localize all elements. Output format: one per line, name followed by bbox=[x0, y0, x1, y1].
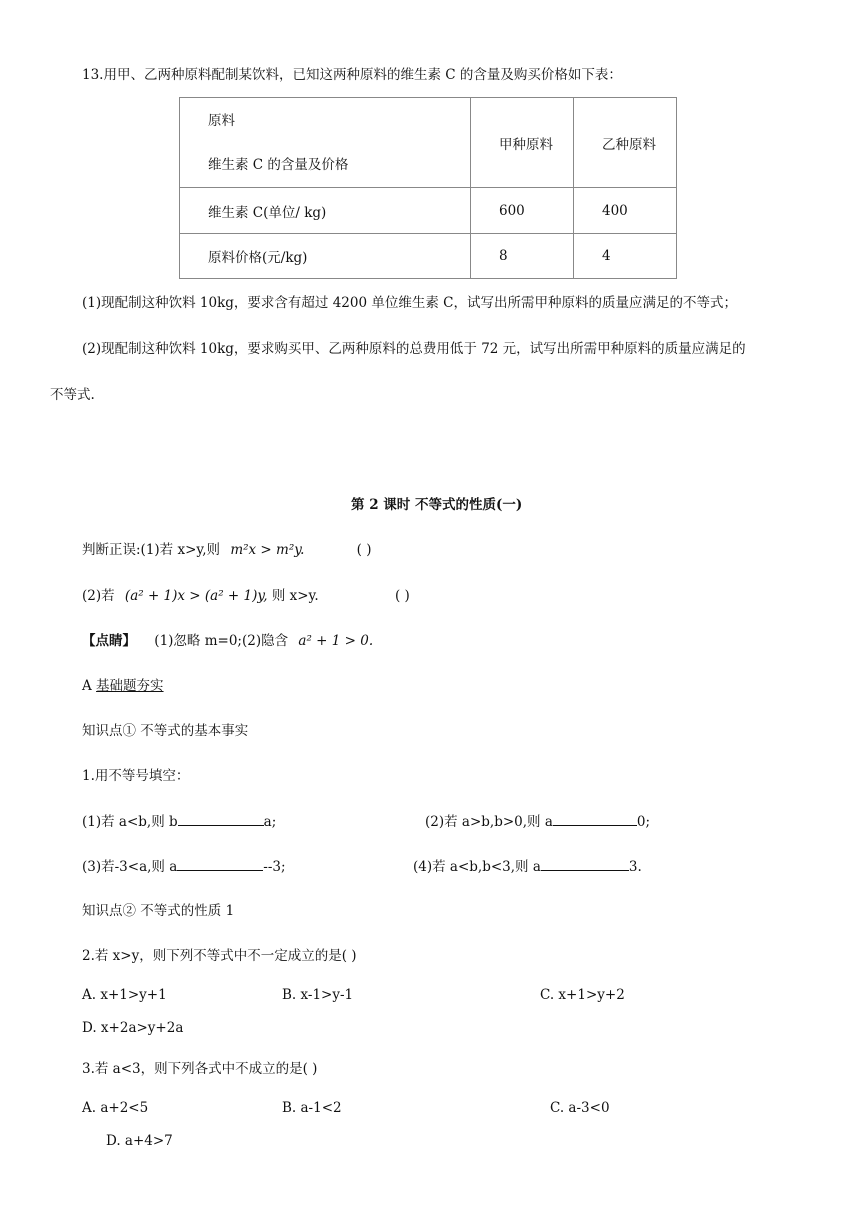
part-a-prefix: A bbox=[82, 678, 92, 694]
q13-part2-line2: 不等式. bbox=[50, 387, 95, 403]
q13-part1: (1)现配制这种饮料 10kg，要求含有超过 4200 单位维生素 C，试写出所需甲种原料的质量应满足的不等式； bbox=[82, 295, 737, 311]
fill-item-3-post: --3; bbox=[263, 859, 286, 875]
question-2-stem: 2.若 x>y，则下列不等式中不一定成立的是( ) bbox=[82, 948, 357, 964]
judge-line-1 bbox=[82, 541, 372, 559]
judge-line-2 bbox=[82, 587, 410, 605]
q3-option-c[interactable]: C. a-3<0 bbox=[550, 1100, 610, 1116]
cell-yi: 400 bbox=[574, 188, 677, 234]
q3-option-b[interactable]: B. a-1<2 bbox=[282, 1100, 342, 1116]
q13-intro: 13.用甲、乙两种原料配制某饮料，已知这两种原料的维生素 C 的含量及购买价格如下表： bbox=[82, 67, 622, 83]
judge-1-math: m²x > m²y. bbox=[230, 542, 305, 558]
header-jia: 甲种原料 bbox=[471, 98, 574, 188]
judge-2-paren: ( ) bbox=[394, 588, 410, 604]
cell-jia: 600 bbox=[471, 188, 574, 234]
question-3-stem: 3.若 a<3，则下列各式中不成立的是( ) bbox=[82, 1061, 318, 1077]
fill-item-4-pre: (4)若 a<b,b<3,则 a bbox=[413, 859, 541, 875]
answer-blank[interactable] bbox=[177, 857, 263, 871]
fill-item-4-post: 3. bbox=[628, 859, 642, 875]
q2-option-b[interactable]: B. x-1>y-1 bbox=[282, 987, 354, 1003]
cell-jia: 8 bbox=[471, 234, 574, 279]
corner-header-bottom: 维生素 C 的含量及价格 bbox=[208, 156, 349, 173]
judge-2-prefix: (2)若 bbox=[82, 588, 115, 604]
row-label: 维生素 C(单位/ kg) bbox=[180, 188, 471, 234]
section-title: 第 2 课时 不等式的性质(一) bbox=[351, 497, 523, 513]
row-label: 原料价格(元/kg) bbox=[180, 234, 471, 279]
knowledge-point-1-title: 知识点① 不等式的基本事实 bbox=[82, 723, 249, 739]
q2-option-d[interactable]: D. x+2a>y+2a bbox=[82, 1020, 184, 1036]
fill-item-2-pre: (2)若 a>b,b>0,则 a bbox=[425, 814, 553, 830]
cell-yi: 4 bbox=[574, 234, 677, 279]
header-yi: 乙种原料 bbox=[574, 98, 677, 188]
knowledge-point-2-title: 知识点② 不等式的性质 1 bbox=[82, 903, 235, 919]
fill-item-3-pre: (3)若-3<a,则 a bbox=[82, 859, 178, 875]
judge-1-prefix: 判断正误:(1)若 x>y,则 bbox=[82, 542, 221, 558]
q13-part2-line1: (2)现配制这种饮料 10kg，要求购买甲、乙两种原料的总费用低于 72 元，试写出所需甲种原料的质量应满足的 bbox=[82, 341, 746, 357]
tip-label: 【点睛】 bbox=[82, 633, 136, 649]
fill-item-1-pre: (1)若 a<b,则 b bbox=[82, 814, 178, 830]
answer-blank[interactable] bbox=[553, 812, 637, 826]
corner-header-top: 原料 bbox=[208, 112, 235, 129]
fill-item-4 bbox=[413, 857, 642, 876]
fill-item-3 bbox=[82, 857, 286, 876]
table-corner-header bbox=[180, 98, 471, 188]
answer-blank[interactable] bbox=[178, 812, 264, 826]
vitamin-price-table bbox=[179, 97, 677, 279]
q2-option-c[interactable]: C. x+1>y+2 bbox=[540, 987, 625, 1003]
fill-item-1-post: a; bbox=[263, 814, 277, 830]
fill-item-1 bbox=[82, 812, 276, 831]
fill-item-2 bbox=[425, 812, 650, 831]
tip-text: (1)忽略 m=0;(2)隐含 bbox=[154, 633, 289, 649]
q2-option-a[interactable]: A. x+1>y+1 bbox=[82, 987, 167, 1003]
part-a-title: 基础题夯实 bbox=[96, 678, 164, 694]
question-1-stem: 1.用不等号填空： bbox=[82, 768, 190, 784]
judge-1-paren: ( ) bbox=[356, 542, 372, 558]
judge-2-math: (a² + 1)x > (a² + 1)y, bbox=[124, 588, 268, 604]
tip-math: a² + 1 > 0. bbox=[298, 633, 374, 649]
judge-2-suffix: 则 x>y. bbox=[271, 588, 319, 604]
part-a-heading bbox=[82, 677, 164, 695]
tip-line bbox=[82, 632, 373, 650]
answer-blank[interactable] bbox=[541, 857, 629, 871]
q3-option-a[interactable]: A. a+2<5 bbox=[82, 1100, 149, 1116]
fill-item-2-post: 0; bbox=[636, 814, 651, 830]
q3-option-d[interactable]: D. a+4>7 bbox=[106, 1133, 173, 1149]
